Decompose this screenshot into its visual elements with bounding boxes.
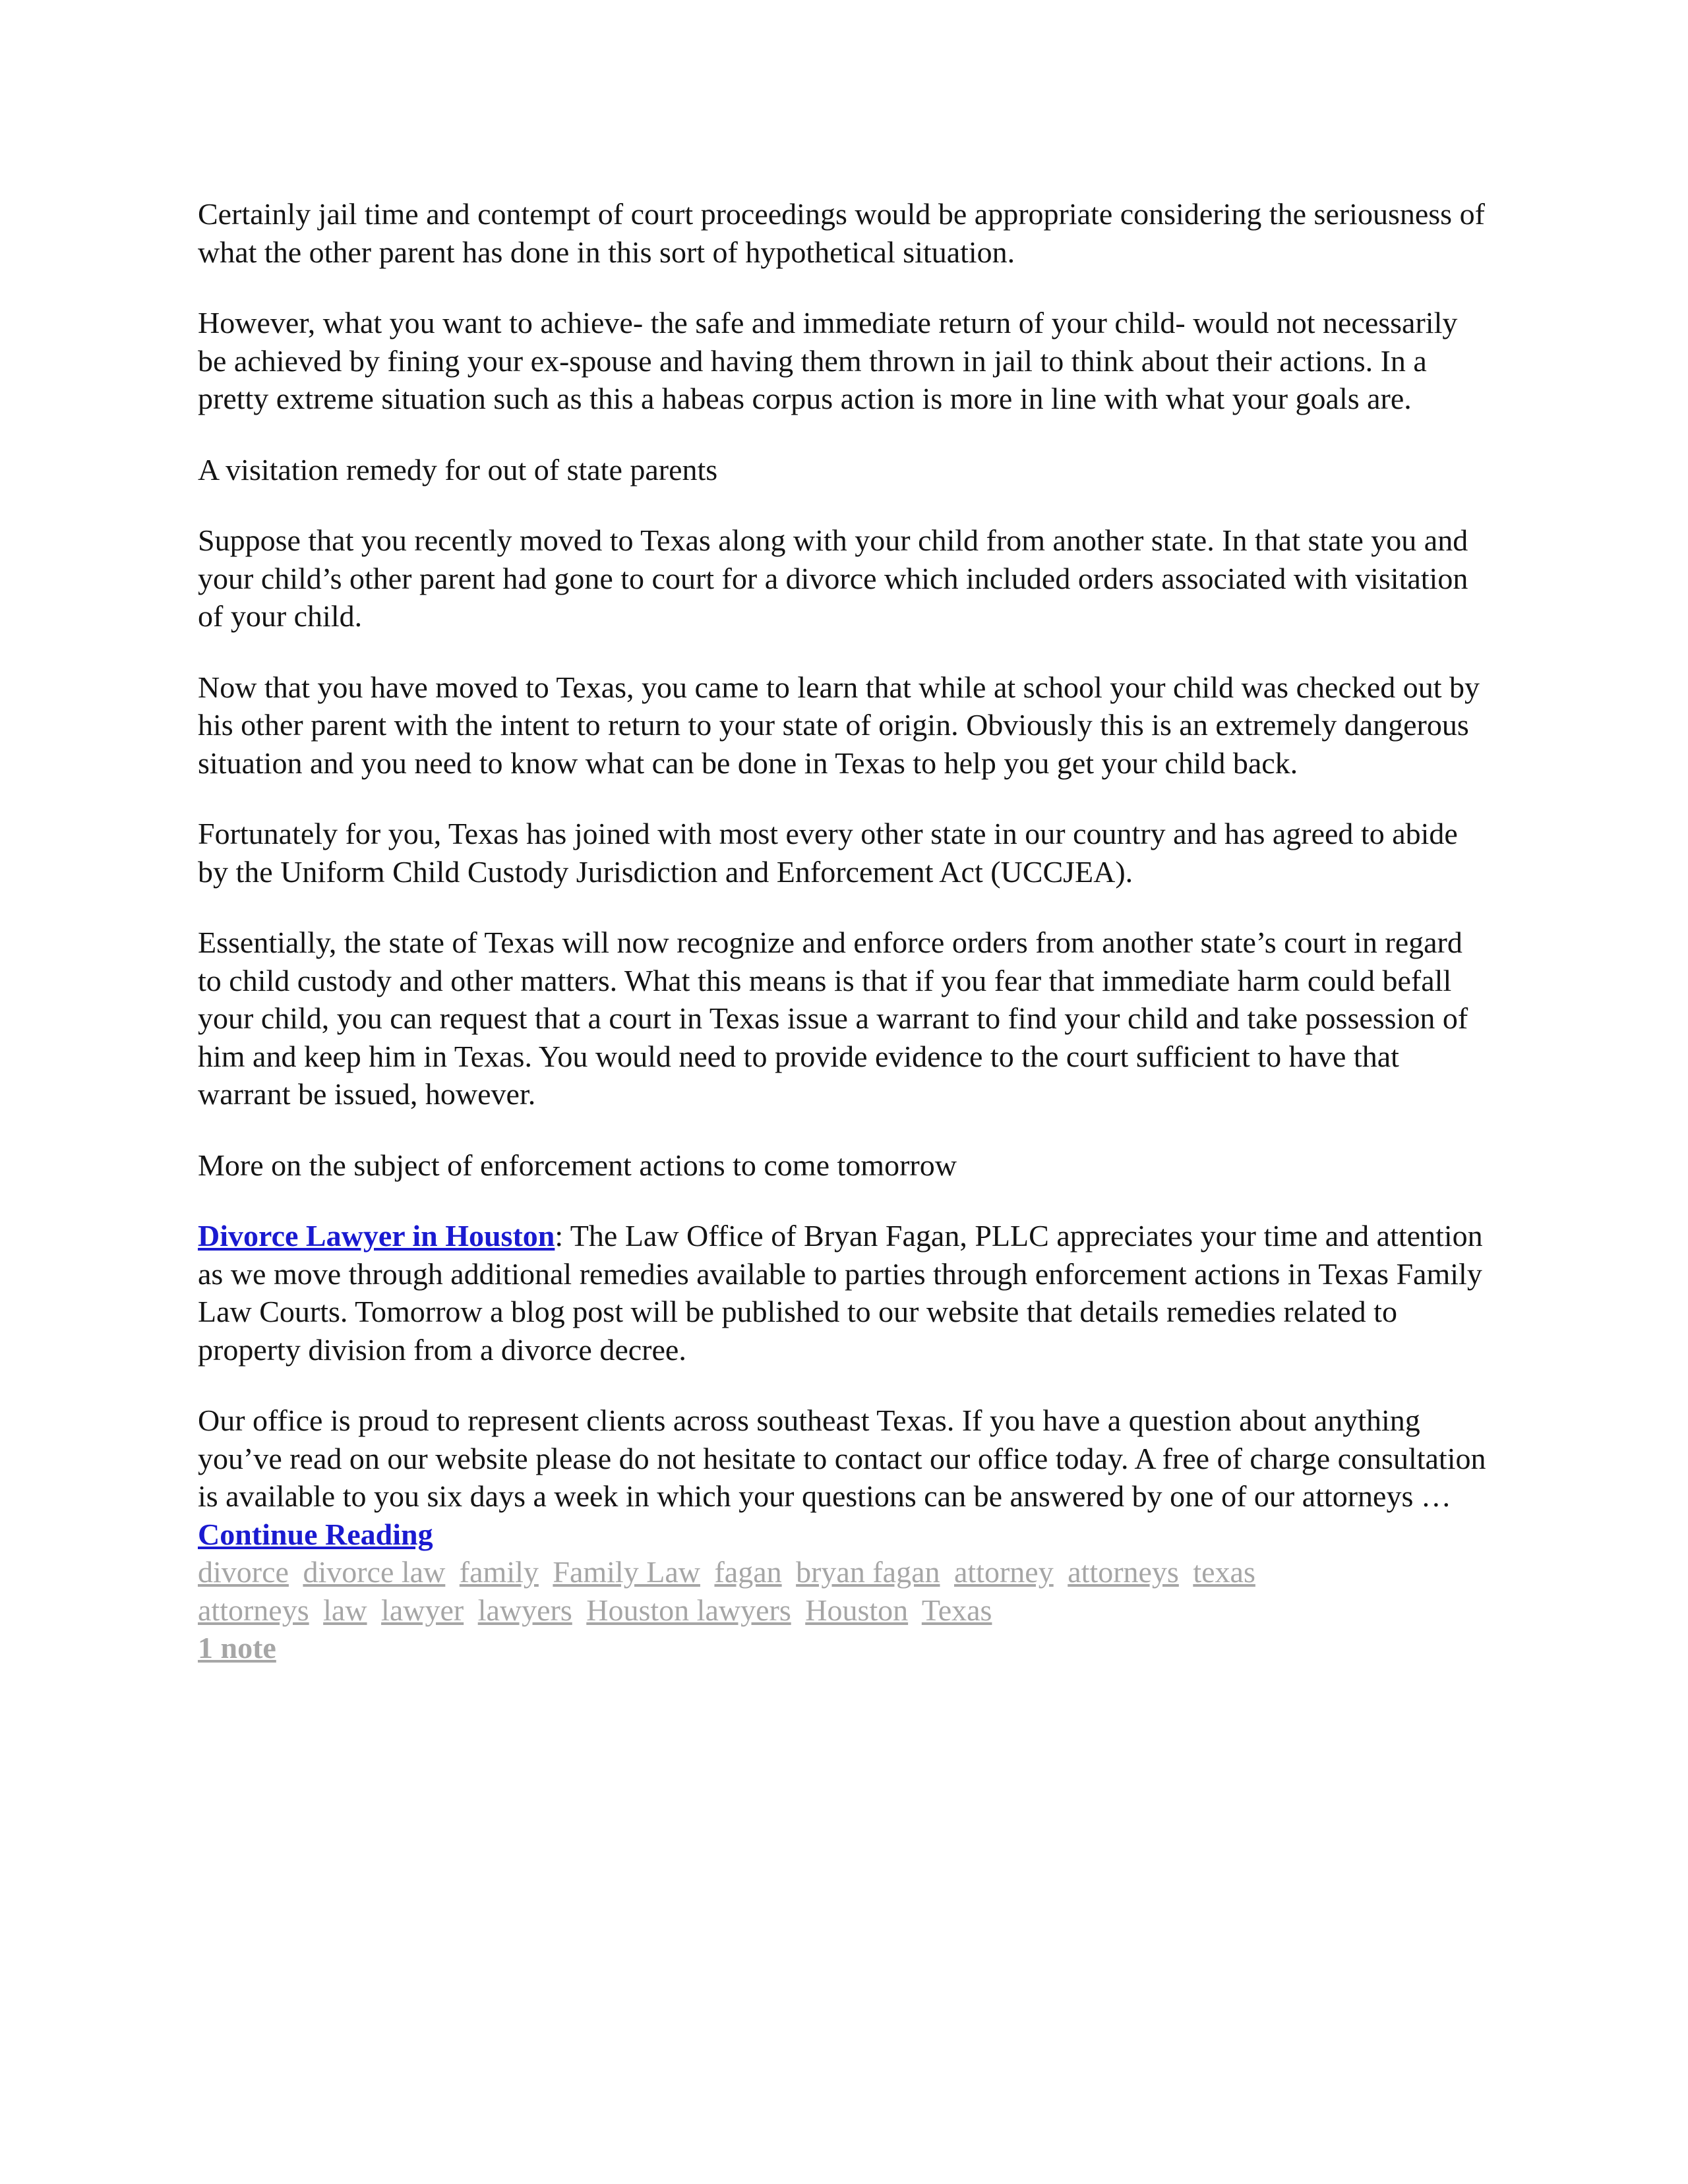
notes-count-link[interactable]: 1 note — [198, 1631, 276, 1665]
paragraph: Essentially, the state of Texas will now recognize and enforce orders from another state’s court in regard to child custody and other matters. What this means is that if you fear that immediate harm could befall your child, you can request that a court in Texas issue a warrant to find your child and take possession of him and keep him in Texas. You would need to provide evidence to the court sufficient to have that warrant be issued, however. — [198, 926, 1468, 1111]
tag-link[interactable]: texas — [1193, 1555, 1255, 1589]
tag-link[interactable]: law — [323, 1593, 367, 1627]
tag-link[interactable]: divorce — [198, 1555, 289, 1589]
paragraph: Now that you have moved to Texas, you came to learn that while at school your child was checked out by his other parent with the intent to return to your state of origin. Obviously this is an extremely dangerous situation and you need to know what can be done in Texas to help you get your child back. — [198, 670, 1480, 780]
tag-link[interactable]: Houston — [805, 1593, 909, 1627]
tag-link[interactable]: attorneys — [198, 1593, 309, 1627]
article-body — [198, 195, 1490, 1667]
tag-link[interactable]: bryan fagan — [796, 1555, 940, 1589]
paragraph: Suppose that you recently moved to Texas along with your child from another state. In that state you and your child’s other parent had gone to court for a divorce which included orders associated with visitation of your child. — [198, 523, 1468, 633]
tag-link[interactable]: attorney — [954, 1555, 1054, 1589]
tag-link[interactable]: Houston lawyers — [586, 1593, 791, 1627]
continue-reading-link[interactable]: Continue Reading — [198, 1517, 433, 1551]
paragraph-with-link — [198, 1217, 1490, 1369]
tag-link[interactable]: lawyers — [477, 1593, 572, 1627]
paragraph-text: Our office is proud to represent clients across southeast Texas. If you have a question about anything you’ve read on our website please do not hesitate to contact our office today. A free of charge consultation is available to you six days a week in which your questions can be answered by one of our attorneys … — [198, 1403, 1486, 1513]
paragraph: Certainly jail time and contempt of court proceedings would be appropriate considering the seriousness of what the other parent has done in this sort of hypothetical situation. — [198, 197, 1485, 269]
paragraph: However, what you want to achieve- the safe and immediate return of your child- would not necessarily be achieved by fining your ex-spouse and having them thrown in jail to think about their actions. In a pretty extreme situation such as this a habeas corpus action is more in line with what your goals are. — [198, 306, 1458, 415]
paragraph: More on the subject of enforcement actions to come tomorrow — [198, 1148, 957, 1182]
divorce-lawyer-link[interactable]: Divorce Lawyer in Houston — [198, 1219, 555, 1253]
paragraph-text: : The Law Office of Bryan Fagan, PLLC appreciates your time and attention as we move through additional remedies available to parties through enforcement actions in Texas Family Law Courts. Tomorrow a blog post will be published to our website that details remedies related to property division from a divorce decree. — [198, 1219, 1483, 1367]
tag-link[interactable]: family — [459, 1555, 539, 1589]
section-heading: A visitation remedy for out of state parents — [198, 452, 718, 487]
notes-row — [198, 1629, 1490, 1667]
tag-list — [198, 1553, 1490, 1629]
tag-link[interactable]: Texas — [921, 1593, 992, 1627]
tag-link[interactable]: fagan — [714, 1555, 782, 1589]
tag-link[interactable]: attorneys — [1068, 1555, 1179, 1589]
tag-link[interactable]: Family Law — [553, 1555, 700, 1589]
tag-link[interactable]: divorce law — [303, 1555, 446, 1589]
paragraph-with-link — [198, 1402, 1490, 1553]
tag-link[interactable]: lawyer — [381, 1593, 464, 1627]
paragraph: Fortunately for you, Texas has joined with most every other state in our country and has agreed to abide by the Uniform Child Custody Jurisdiction and Enforcement Act (UCCJEA). — [198, 817, 1458, 889]
